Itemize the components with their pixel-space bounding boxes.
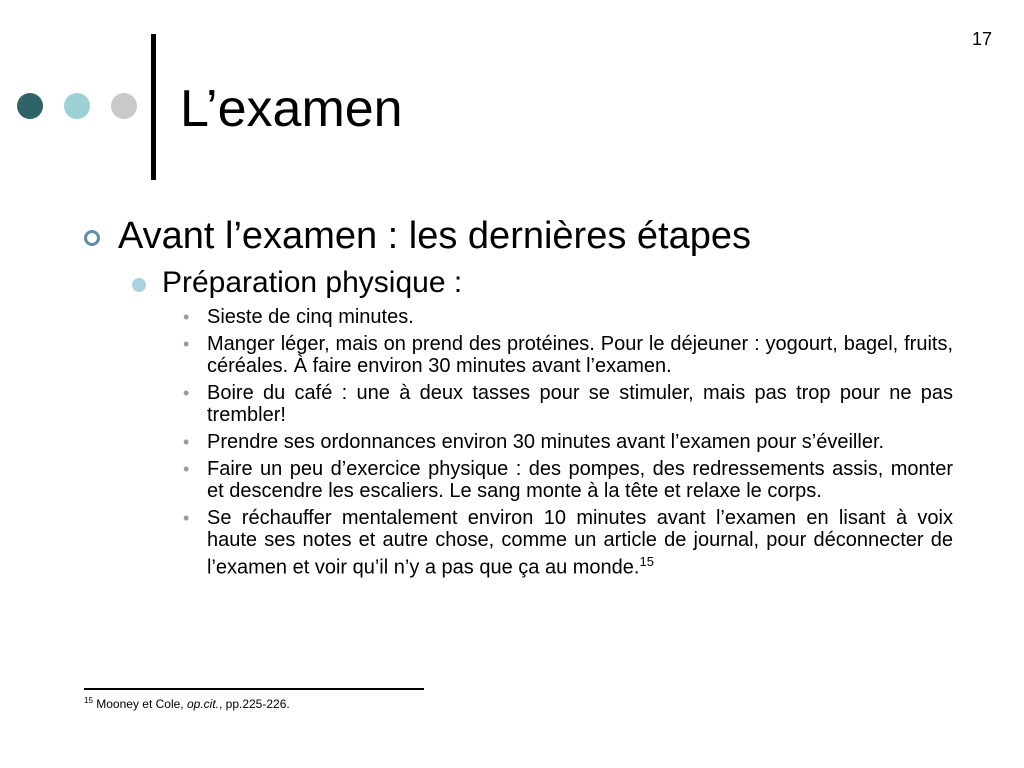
footnote-text-before: Mooney et Cole, — [96, 697, 187, 711]
bullet-dot-icon: • — [183, 508, 190, 528]
slide-number: 17 — [971, 29, 992, 49]
bullet-level1-text: Avant l’examen : les dernières étapes — [118, 215, 751, 257]
footnote — [84, 696, 290, 711]
dot-light-teal — [64, 93, 90, 119]
footnote-text-after: , pp.225-226. — [218, 697, 290, 711]
slide-title: L’examen — [180, 80, 403, 138]
bullet-level2-text: Préparation physique : — [162, 266, 463, 299]
footnote-reference[interactable]: 15 — [639, 554, 654, 569]
footnote-number: 15 — [84, 696, 93, 705]
dot-bullet-icon — [132, 278, 146, 292]
list-item: • Faire un peu d’exercice physique : des pompes, des redressements assis, monter et descendre les escaliers. Le sang monte à la tête et relaxe le corps. — [183, 458, 953, 502]
bullet-dot-icon: • — [183, 334, 190, 354]
list-item: • Manger léger, mais on prend des protéines. Pour le déjeuner : yogourt, bagel, fruits, céréales. À faire environ 30 minutes avant l’examen. — [183, 333, 953, 377]
dot-light-gray — [111, 93, 137, 119]
list-item: • Prendre ses ordonnances environ 30 minutes avant l’examen pour s’éveiller. — [183, 431, 885, 453]
decorative-dots — [17, 93, 137, 119]
bullet-list-level3 — [183, 306, 953, 584]
ring-bullet-icon — [84, 230, 100, 246]
bullet-dot-icon: • — [183, 459, 190, 479]
bullet-dot-icon: • — [183, 307, 190, 327]
footnote-text-italic: op.cit. — [186, 697, 219, 711]
bullet-dot-icon: • — [183, 383, 190, 403]
list-item: • Boire du café : une à deux tasses pour se stimuler, mais pas trop pour ne pas trembler! — [183, 382, 953, 426]
title-divider-bar — [151, 34, 156, 180]
bullet-dot-icon: • — [183, 432, 190, 452]
dot-dark-teal — [17, 93, 43, 119]
footnote-separator — [84, 688, 424, 690]
list-item: • Sieste de cinq minutes. — [183, 306, 414, 328]
list-item: • Se réchauffer mentalement environ 10 minutes avant l’examen en lisant à voix haute ses notes et autre chose, comme un article de journal, pour déconnecter de l’examen et voir qu’il n’y a pas que ça au monde.$^{15}$ — [183, 507, 953, 579]
